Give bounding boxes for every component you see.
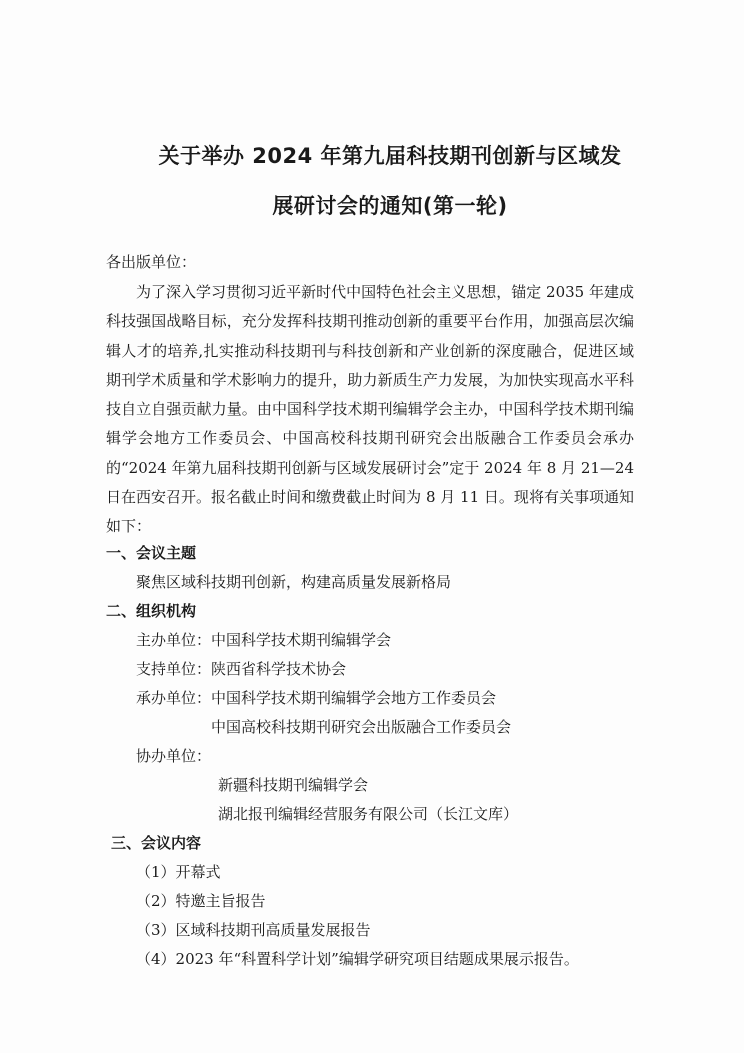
section-1-heading: 一、会议主题 (106, 544, 197, 562)
support-unit-row (136, 659, 346, 679)
coorganizer-unit-value-1: 新疆科技期刊编辑学会 (218, 776, 369, 794)
content-item-4: （4）2023 年“科置科学计划”编辑学研究项目结题成果展示报告。 (136, 950, 579, 968)
host-unit-value: 中国科学技术期刊编辑学会 (211, 631, 392, 649)
intro-paragraph: 为了深入学习贯彻习近平新时代中国特色社会主义思想，锚定 2035 年建成科技强国战略目标，充分发挥科技期刊推动创新的重要平台作用，加强高层次编辑人才的培养,扎实推动科技期刊与科技创新和产业创新的深度融合，促进区域期刊学术质量和学术影响力的提升，助力新质生产力发展，为加快实现高水平科技自立自强贡献力量。由中国科学技术期刊编辑学会主办，中国科学技术期刊编辑学会地方工作委员会、中国高校科技期刊研究会出版融合工作委员会承办的“2024 年第九届科技期刊创新与区域发展研讨会”定于 2024 年 8 月 21—24 日在西安召开。报名截止时间和缴费截止时间为 8 月 11 日。现将有关事项通知如下： (106, 283, 635, 536)
organizer-unit-value-1: 中国科学技术期刊编辑学会地方工作委员会 (211, 689, 497, 707)
content-item-3: （3）区域科技期刊高质量发展报告 (136, 921, 371, 939)
section-3-heading: 三、会议内容 (111, 834, 202, 852)
content-item-1: （1）开幕式 (136, 863, 221, 881)
section-1-theme: 聚焦区域科技期刊创新，构建高质量发展新格局 (136, 573, 452, 591)
content-item-2: （2）特邀主旨报告 (136, 892, 266, 910)
coorganizer-unit-value-2: 湖北报刊编辑经营服务有限公司（长江文库） (218, 805, 519, 823)
organizer-unit-label: 承办单位： (136, 689, 212, 707)
coorganizer-unit-label: 协办单位： (136, 747, 212, 765)
notice-title-line-1: 关于举办 2024 年第九届科技期刊创新与区域发 (158, 144, 622, 168)
organizer-unit-row (136, 688, 496, 708)
support-unit-label: 支持单位： (136, 660, 212, 678)
salutation: 各出版单位： (106, 253, 197, 271)
organizer-unit-value-2: 中国高校科技期刊研究会出版融合工作委员会 (211, 718, 512, 736)
support-unit-value: 陕西省科学技术协会 (211, 660, 347, 678)
notice-title-line-2: 展研讨会的通知(第一轮) (272, 194, 508, 218)
section-2-heading: 二、组织机构 (106, 602, 197, 620)
host-unit-row (136, 630, 391, 650)
host-unit-label: 主办单位： (136, 631, 212, 649)
